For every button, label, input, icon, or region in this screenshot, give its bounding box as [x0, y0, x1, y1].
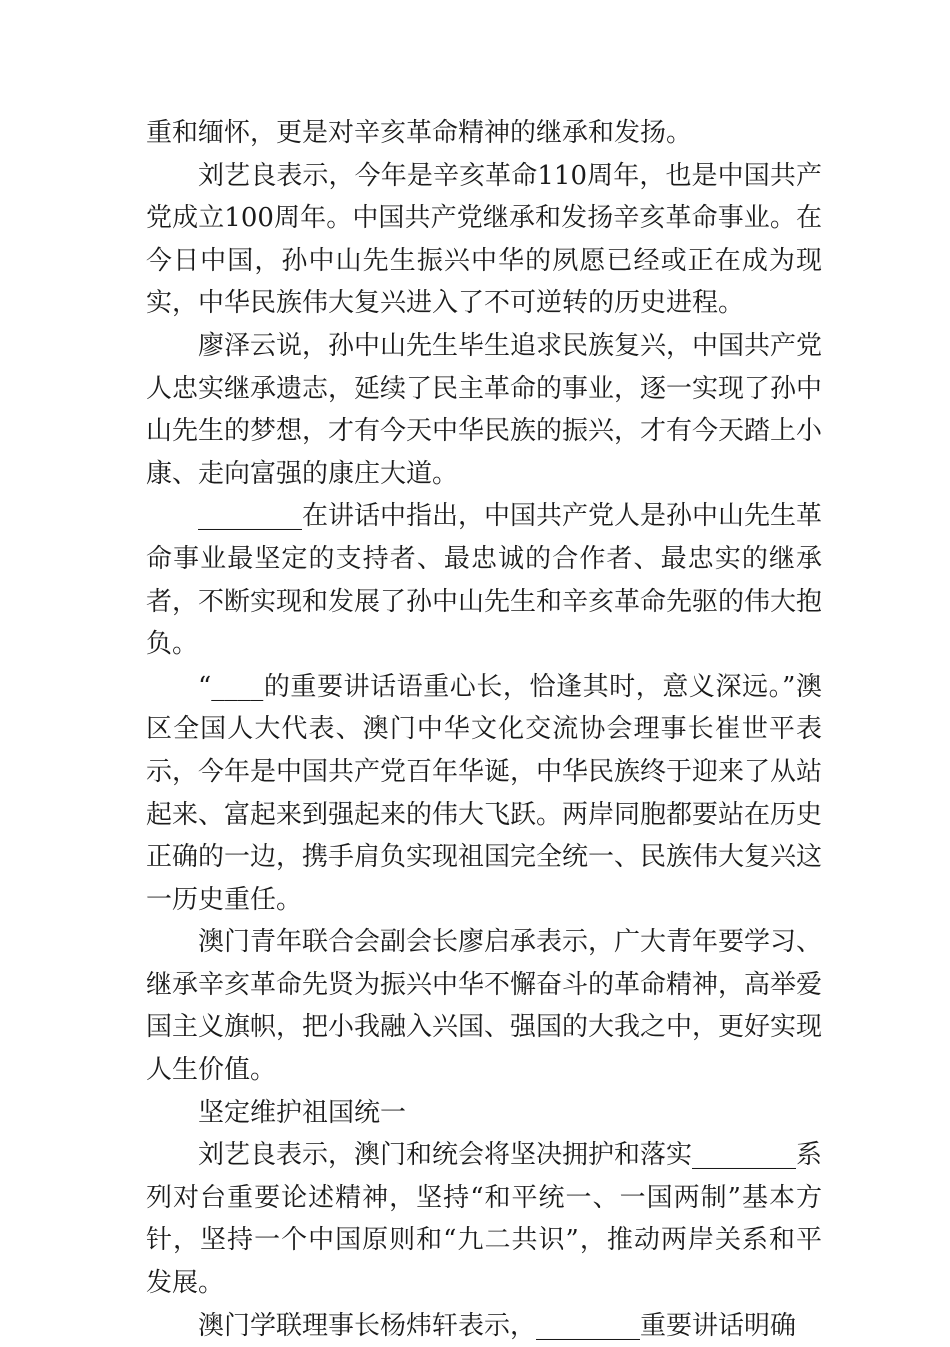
paragraph-speech-points: ________在讲话中指出，中国共产党人是孙中山先生革命事业最坚定的支持者、最忠诚的合作者、最忠实的继承者，不断实现和发展了孙中山先生和辛亥革命先驱的伟大抱负。	[146, 501, 823, 660]
paragraph-liu-yiliang-reunification: 刘艺良表示，澳门和统会将坚决拥护和落实________系列对台重要论述精神，坚持“和平统一、一国两制”基本方针，坚持一个中国原则和“九二共识”，推动两岸关系和平发展。	[146, 1140, 823, 1299]
paragraph-yang-weixuan: 澳门学联理事长杨炜轩表示，________重要讲话明确	[198, 1310, 797, 1341]
paragraph-liao-qicheng: 澳门青年联合会副会长廖启承表示，广大青年要学习、继承辛亥革命先贤为振兴中华不懈奋斗的革命精神，高举爱国主义旗帜，把小我融入兴国、强国的大我之中，更好实现人生价值。	[146, 927, 823, 1086]
document-body	[146, 112, 822, 1347]
paragraph-liao-zeyun: 廖泽云说，孙中山先生毕生追求民族复兴，中国共产党人忠实继承遗志，延续了民主革命的事业，逐一实现了孙中山先生的梦想，才有今天中华民族的振兴，才有今天踏上小康、走向富强的康庄大道。	[146, 330, 823, 489]
paragraph-continuation: 重和缅怀，更是对辛亥革命精神的继承和发扬。	[146, 118, 693, 148]
section-heading: 坚定维护祖国统一	[198, 1097, 407, 1128]
paragraph-liu-yiliang-anniversary: 刘艺良表示，今年是辛亥革命110周年，也是中国共产党成立100周年。中国共产党继承和发扬辛亥革命事业。在今日中国，孙中山先生振兴中华的夙愿已经或正在成为现实，中华民族伟大复兴进入了不可逆转的历史进程。	[146, 160, 822, 319]
paragraph-cui-shiping: “____的重要讲话语重心长，恰逢其时，意义深远。”澳区全国人大代表、澳门中华文化交流协会理事长崔世平表示，今年是中国共产党百年华诞，中华民族终于迎来了从站起来、富起来到强起来的伟大飞跃。两岸同胞都要站在历史正确的一边，携手肩负实现祖国完全统一、民族伟大复兴这一历史重任。	[146, 671, 823, 915]
